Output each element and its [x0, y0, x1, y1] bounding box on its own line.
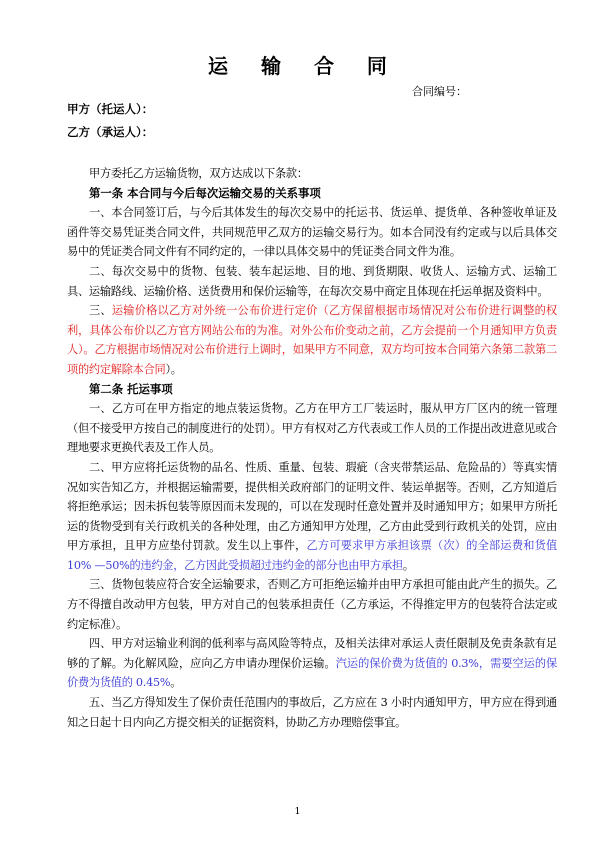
clause-4-end: 。 [170, 676, 182, 690]
article-2-clause-4 [67, 634, 557, 693]
article-1-clause-2: 二、每次交易中的货物、包装、装车起运地、目的地、到货期限、收货人、运输方式、运输工具、运输路线、运输价格、送货费用和保价运输等，在每次交易中商定且体现在托运单据及资料中。 [67, 264, 557, 298]
party-b-label: 乙方（承运人）： [67, 125, 154, 139]
clause-3-prefix: 三、 [89, 304, 112, 318]
article-1-clause-1: 一、本合同签订后，与今后其体发生的每次交易中的托运书、货运单、提货单、各种签收单证及函件等交易凭证类合同文件，共同规范甲乙双方的运输交易行为。如本合同没有约定或与以后具体交易中的凭证类合同文件有不同约定的，一律以具体交易中的凭证类合同文件为准。 [67, 206, 557, 259]
clause-3-suffix: ）。 [165, 362, 182, 376]
page-number: 1 [294, 806, 301, 817]
article-2-clause-1: 一、乙方可在甲方指定的地点装运货物。乙方在甲方工厂装运时，服从甲方厂区内的统一管理（但不接受甲方按自己的制度进行的处罚）。甲方有权对乙方代表或工作人员的工作提出改进意见或合理地要求更换代表及工作人员。 [67, 402, 557, 455]
penalty-terms-blue: 乙方可要求甲方承担该票（次）的全部运费和货值 10% —50%的违约金，乙方因此受损超过违约金的部分也由甲方承担 [67, 539, 557, 572]
contract-body [67, 164, 557, 732]
contract-number-label: 合同编号： [412, 85, 467, 98]
article-2-clause-3: 三、货物包装应符合安全运输要求，否则乙方可拒绝运输并由甲方承担可能由此产生的损失。乙方不得擅自改动甲方包装，甲方对自己的包装承担责任（乙方承运，不得推定甲方的包装符合法定或约定标准）。 [67, 578, 557, 631]
page-title: 运 输 合 同 [208, 54, 400, 78]
article-2-clause-2 [67, 458, 557, 576]
intro-paragraph: 甲方委托乙方运输货物，双方达成以下条款： [89, 167, 308, 180]
clause-4-text: 四、甲方对运输业利润的低利率与高风险等特点，及相关法律对承运人责任限制及免责条款有足够的了解。为化解风险，应向乙方申请办理保价运输。 [67, 637, 557, 670]
article-2-clause-5: 五、当乙方得知发生了保价责任范围内的事故后，乙方应在 3 小时内通知甲方，甲方应在得到通知之日起十日内向乙方提交相关的证据资料，协助乙方办理赔偿事宜。 [67, 696, 557, 729]
article-1-heading: 第一条 本合同与今后每次运输交易的关系事项 [89, 185, 321, 200]
article-1-clause-3 [67, 301, 557, 379]
pricing-terms-red: 运输价格以乙方对外统一公布价进行定价（乙方保留根据市场情况对公布价进行调整的权利，具体公布价以乙方官方网站公布的为准。对外公布价变动之前，乙方会提前一个月通知甲方负责人）。乙方根据市场情况对公布价进行上调时，如果甲方不同意，双方均可按本合同第六条第二款第二项的约定解除本合同 [67, 304, 557, 376]
party-a-label: 甲方（托运人）： [67, 102, 154, 116]
article-2-heading: 第二条 托运事项 [89, 381, 173, 396]
clause-2-end: 。 [402, 558, 414, 572]
insurance-fee-blue: 汽运的保价费为货值的 0.3%，需要空运的保价费为货值的 0.45% [67, 656, 557, 690]
clause-2-text: 二、甲方应将托运货物的品名、性质、重量、包装、瑕疵（含夹带禁运品、危险品的）等真实情况如实告知乙方，并根据运输需要，提供相关政府部门的证明文件、装运单据等。否则，乙方知道后将拒绝承运；因未拆包装等原因而未发现的，可以在发现时任意处置并及时通知甲方；如果甲方所托运的货物受到有关行政机关的各种处理，由乙方通知甲方处理，乙方由此受到行政机关的处罚，应由甲方承担，且甲方应垫付罚款。发生以上事件， [67, 460, 557, 553]
